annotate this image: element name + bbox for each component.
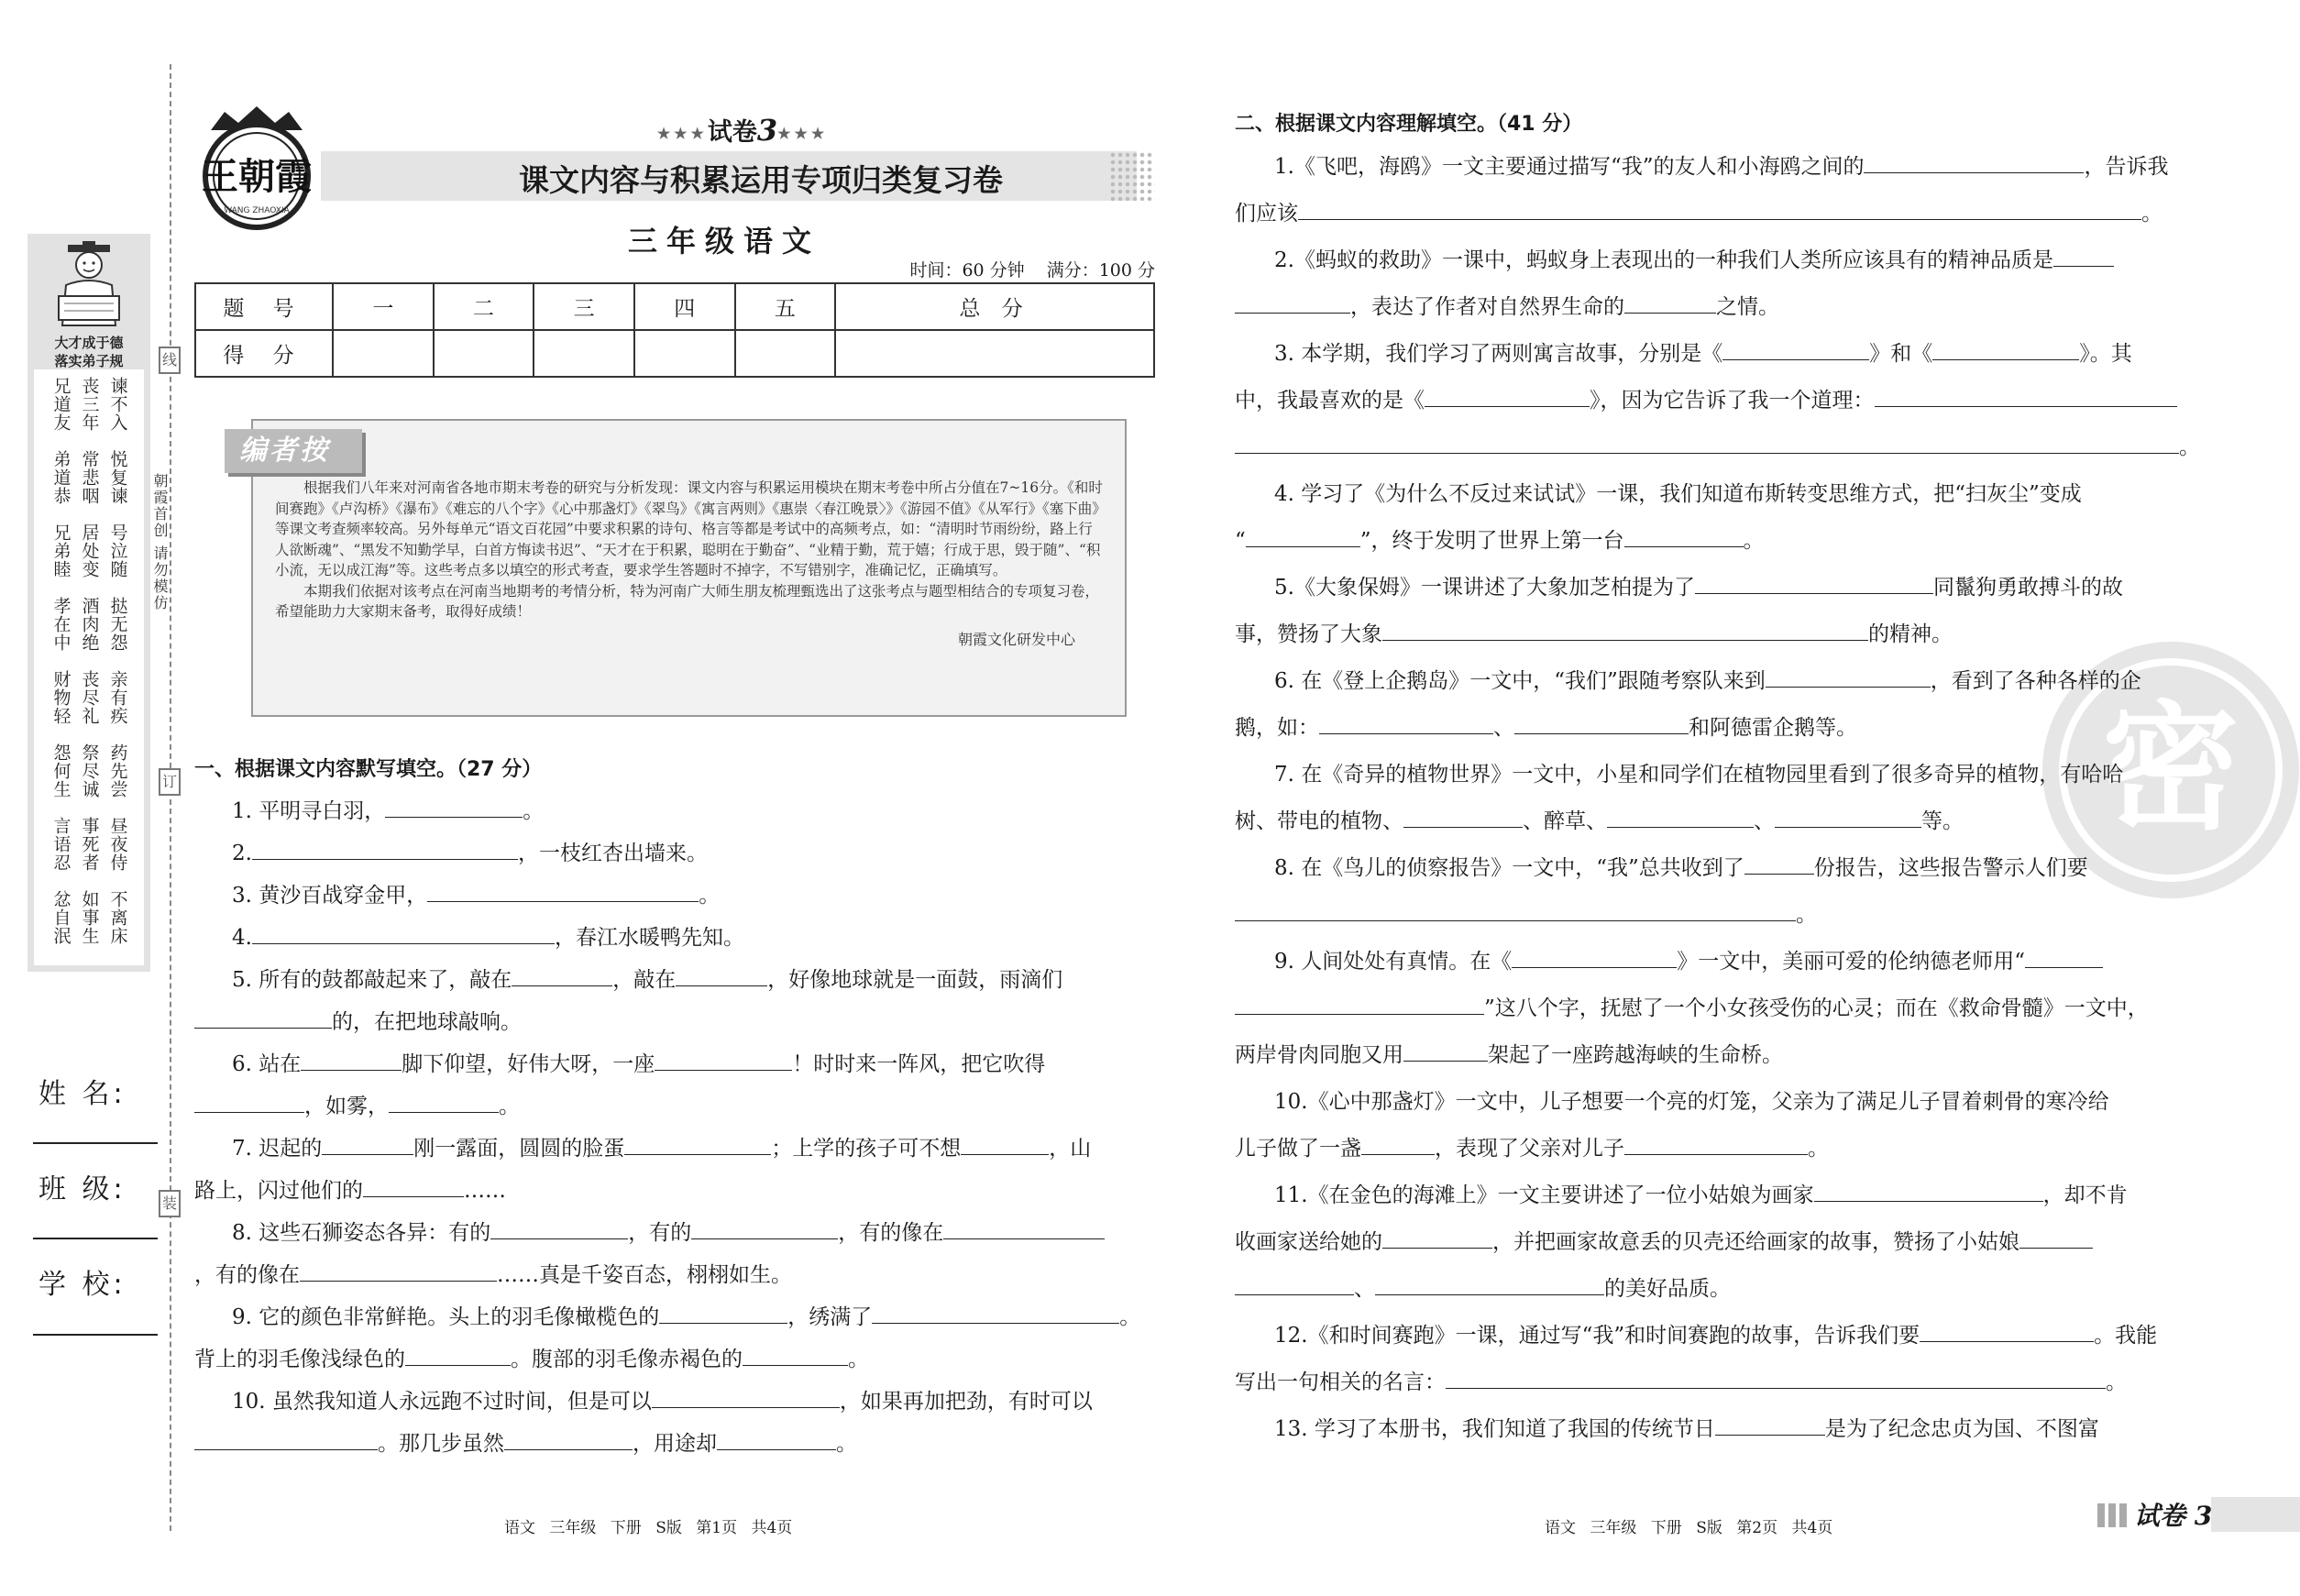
- section-title: 二、根据课文内容理解填空。（41 分）: [1235, 113, 1583, 136]
- answer-blank[interactable]: [1744, 854, 1814, 875]
- answer-blank[interactable]: [301, 1051, 402, 1071]
- question-line: 4. 学习了《为什么不反过来试试》一课，我们知道布斯转变思维方式，把“扫灰尘”变成: [1274, 482, 2082, 506]
- answer-blank[interactable]: [385, 798, 523, 818]
- verse-row: 忿自泯 如事生 不离床: [50, 890, 128, 945]
- verse-row: 兄道友 丧三年 谏不入: [50, 377, 128, 432]
- dizigui-verses: [34, 369, 144, 965]
- cut-note: 朝霞首创 请勿模仿: [151, 473, 169, 612]
- question-line: 11.《在金色的海滩上》一文主要讲述了一位小姑娘为画家 ，却不肯: [1274, 1183, 2128, 1207]
- answer-blank[interactable]: [1814, 1182, 2043, 1202]
- class-field[interactable]: [33, 1238, 158, 1239]
- answer-blank[interactable]: [300, 1261, 497, 1282]
- question-line: “ ”，终于发明了世界上第一台 。: [1235, 529, 1765, 553]
- verse-row: 言语忍 事死者 昼夜侍: [50, 817, 128, 872]
- verse-row: 兄弟睦 居处变 号泣随: [50, 523, 128, 578]
- answer-blank[interactable]: [363, 1177, 464, 1197]
- answer-blank[interactable]: [1624, 1135, 1808, 1155]
- wangzhaoxia-logo: [193, 103, 321, 236]
- answer-blank[interactable]: [943, 1219, 1105, 1239]
- answer-blank[interactable]: [624, 1135, 771, 1155]
- answer-blank[interactable]: [1624, 527, 1744, 547]
- corner-bar: [2211, 1497, 2300, 1532]
- cut-mark: 订: [159, 768, 181, 796]
- class-label: 班 级:: [39, 1173, 127, 1205]
- question-line: 7. 在《奇异的植物世界》一文中，小星和同学们在植物园里看到了很多奇异的植物，有哈哈: [1274, 763, 2124, 787]
- scholar-mascot-icon: [55, 241, 123, 333]
- answer-blank[interactable]: [2019, 1228, 2093, 1249]
- answer-blank[interactable]: [1235, 995, 1484, 1015]
- question-line: 儿子做了一盏 ，表现了父亲对儿子 。: [1235, 1137, 1829, 1161]
- question-line: 。那几步虽然 ，用途却 。: [194, 1430, 857, 1458]
- answer-blank[interactable]: [1235, 434, 2179, 454]
- answer-blank[interactable]: [1235, 901, 1796, 921]
- answer-blank[interactable]: [1403, 1041, 1488, 1062]
- answer-blank[interactable]: [676, 966, 767, 986]
- answer-blank[interactable]: [194, 1430, 378, 1450]
- answer-blank[interactable]: [1864, 153, 2084, 173]
- paper-number: ★★★试卷3★★★: [656, 113, 829, 148]
- answer-blank[interactable]: [743, 1346, 848, 1366]
- answer-blank[interactable]: [1403, 808, 1523, 828]
- score-table: [194, 282, 1155, 378]
- question-line: 5.《大象保姆》一课讲述了大象加芝柏提为了 同鬣狗勇敢搏斗的故: [1274, 576, 2123, 600]
- question-line: 收画家送给她的 ，并把画家故意丢的贝壳还给画家的故事，赞扬了小姑娘: [1235, 1228, 2093, 1256]
- answer-blank[interactable]: [1715, 1415, 1825, 1436]
- slogan-line-1: 大才成于德: [54, 335, 124, 351]
- cut-mark: 线: [159, 347, 181, 374]
- question-line: 1. 平明寻白羽， 。: [232, 799, 545, 823]
- answer-blank[interactable]: [1361, 1135, 1435, 1155]
- editor-note-signature: 朝霞文化研发中心: [957, 630, 1075, 648]
- section-title: 一、根据课文内容默写填空。（27 分）: [194, 758, 543, 781]
- question-line: 写出一句相关的名言： 。: [1235, 1370, 2127, 1394]
- question-line: ，有的像在 ……真是千姿百态，栩栩如生。: [194, 1263, 792, 1287]
- answer-blank[interactable]: [1382, 621, 1868, 641]
- editor-note-badge: 编者按: [225, 429, 362, 473]
- question-line: 背上的羽毛像浅绿色的 。腹部的羽毛像赤褐色的 。: [194, 1348, 869, 1371]
- answer-blank[interactable]: [1766, 667, 1931, 688]
- answer-blank[interactable]: [1319, 714, 1493, 734]
- answer-blank[interactable]: [504, 1430, 633, 1450]
- answer-blank[interactable]: [652, 1388, 840, 1408]
- question-line: 2.《蚂蚁的救助》一课中，蚂蚁身上表现出的一种我们人类所应该具有的精神品质是: [1274, 247, 2114, 274]
- answer-blank[interactable]: [427, 882, 699, 902]
- subject-title: 三年级语文: [627, 224, 820, 259]
- editor-note-para: 根据我们八年来对河南省各地市期末考卷的研究与分析发现：课文内容与积累运用模块在期末考卷中所占分值在7~16分。《和时间赛跑》《卢沟桥》《瀑布》《难忘的八个字》《心中那盏灯》《翠鸟》《寓言两则》《惠崇〈春江晚景〉》《游园不值》《从军行》《塞下曲》等课文考查频率较高。另外每单元“语文百花园”中要求积累的诗句、格言等都是考试中的高频考点，如：“清明时节雨纷纷，路上行人欲断魂”、“黑发不知勤学早，白首方悔读书迟”、“天才在于积累，聪明在于勤奋”、“业精于勤，荒于嬉；行成于思，毁于随”、“积小流，无以成江海”等。这些考点多以填空的形式考查，要求学生答题时不掉字，不写错别字，准确记忆，正确填写。: [275, 479, 1103, 578]
- question-line: 路上，闪过他们的 ……: [194, 1179, 506, 1203]
- svg-text:王朝霞: 王朝霞: [202, 155, 312, 198]
- question-line: ”这八个字，抚慰了一个小女孩受伤的心灵；而在《救命骨髓》一文中，: [1235, 995, 2149, 1022]
- answer-blank[interactable]: [252, 924, 555, 944]
- corner-paper-label: 试卷 3: [2134, 1501, 2213, 1531]
- answer-blank[interactable]: [1624, 293, 1716, 314]
- svg-text:WANG ZHAOXIA: WANG ZHAOXIA: [224, 206, 290, 215]
- question-line: 8. 在《鸟儿的侦察报告》一文中，“我”总共收到了 份报告，这些报告警示人们要: [1274, 856, 2088, 880]
- answer-blank[interactable]: [655, 1051, 792, 1071]
- question-line: 两岸骨肉同胞又用 架起了一座跨越海峡的生命桥。: [1235, 1043, 1783, 1067]
- answer-blank[interactable]: [2053, 247, 2114, 267]
- answer-blank[interactable]: [194, 1008, 332, 1029]
- question-line: 5. 所有的鼓都敲起来了，敲在 ，敲在 ，好像地球就是一面鼓，雨滴们: [232, 968, 1063, 992]
- answer-blank[interactable]: [1246, 527, 1360, 547]
- answer-blank[interactable]: [490, 1219, 628, 1239]
- answer-blank[interactable]: [691, 1219, 838, 1239]
- answer-blank[interactable]: [1512, 948, 1677, 968]
- answer-blank[interactable]: [1920, 1322, 2094, 1342]
- question-line: 树、带电的植物、 、醉草、 、 等。: [1235, 809, 1964, 833]
- svg-text:密: 密: [2101, 689, 2240, 849]
- score-cell[interactable]: [434, 330, 534, 377]
- name-field[interactable]: [33, 1142, 158, 1144]
- answer-blank[interactable]: [405, 1346, 511, 1366]
- cut-line: [170, 64, 171, 1531]
- question-line: 7. 迟起的 刚一露面，圆圆的脸蛋 ；上学的孩子可不想 ，山: [232, 1137, 1092, 1161]
- page-title: 课文内容与积累运用专项归类复习卷: [519, 162, 1003, 198]
- verse-row: 财物轻 丧尽礼 亲有疾: [50, 670, 128, 725]
- score-cell[interactable]: [333, 330, 434, 377]
- question-line: 3. 本学期，我们学习了两则寓言故事，分别是《 》和《 》。其: [1274, 342, 2132, 366]
- score-cell[interactable]: [735, 330, 836, 377]
- school-label: 学 校:: [39, 1269, 127, 1301]
- question-line: 12.《和时间赛跑》一课，通过写“我”和时间赛跑的故事，告诉我们要 。我能: [1274, 1324, 2158, 1348]
- question-line: 2. ，一枝红杏出墙来。: [232, 842, 708, 865]
- score-cell[interactable]: [634, 330, 735, 377]
- page-footer: 语文 三年级 下册 S版 第1页 共4页: [504, 1519, 793, 1537]
- question-line: 6. 在《登上企鹅岛》一文中，“我们”跟随考察队来到 ，看到了各种各样的企: [1274, 669, 2141, 693]
- verse-row: 弟道恭 常悲咽 悦复谏: [50, 450, 128, 505]
- question-line: 。: [1235, 434, 2200, 461]
- question-line: 中，我最喜欢的是《 》，因为它告诉了我一个道理：: [1235, 387, 2177, 414]
- question-line: 9. 它的颜色非常鲜艳。头上的羽毛像橄榄色的 ，绣满了 。: [232, 1305, 1141, 1329]
- table-row: 得 分: [195, 330, 1154, 377]
- answer-blank[interactable]: [252, 840, 518, 860]
- verse-row: 怨何生 祭尽诚 药先尝: [50, 743, 128, 798]
- answer-blank[interactable]: [1298, 200, 2141, 220]
- answer-blank[interactable]: [1446, 1369, 2106, 1389]
- answer-blank[interactable]: [1695, 574, 1933, 594]
- answer-blank[interactable]: [1235, 1275, 1354, 1295]
- answer-blank[interactable]: [1722, 340, 1869, 360]
- question-line: 10. 虽然我知道人永远跑不过时间，但是可以 ，如果再加把劲，有时可以: [232, 1390, 1093, 1414]
- question-line: 3. 黄沙百战穿金甲， 。: [232, 884, 721, 908]
- answer-blank[interactable]: [872, 1304, 1119, 1324]
- answer-blank[interactable]: [1875, 387, 2177, 407]
- question-line: ，表达了作者对自然界生命的 之情。: [1235, 293, 1779, 321]
- answer-blank[interactable]: [1775, 808, 1921, 828]
- exam-info: 时间：60 分钟 满分：100 分: [909, 260, 1155, 281]
- verse-row: 孝在中 酒肉绝 挞无怨: [50, 597, 128, 652]
- question-line: 1.《飞吧，海鸥》一文主要通过描写“我”的友人和小海鸥之间的 ，告诉我: [1274, 155, 2169, 179]
- answer-blank[interactable]: [1932, 340, 2079, 360]
- table-row: 题 号 一 二 三 四 五 总 分: [195, 283, 1154, 330]
- corner-pattern: [2097, 1503, 2129, 1527]
- answer-blank[interactable]: [194, 1093, 304, 1113]
- question-line: 。: [1235, 901, 1817, 929]
- answer-blank[interactable]: [659, 1304, 787, 1324]
- question-line: 13. 学习了本册书，我们知道了我国的传统节日 是为了纪念忠贞为国、不图富: [1274, 1417, 2099, 1441]
- question-line: 的，在把地球敲响。: [194, 1008, 522, 1036]
- school-field[interactable]: [33, 1334, 158, 1336]
- question-line: 6. 站在 脚下仰望，好伟大呀，一座 ！时时来一阵风，把它吹得: [232, 1052, 1046, 1076]
- answer-blank[interactable]: [717, 1430, 836, 1450]
- question-line: 们应该 。: [1235, 202, 2162, 226]
- answer-blank[interactable]: [1235, 293, 1350, 314]
- answer-blank[interactable]: [961, 1135, 1049, 1155]
- binding-strip: [28, 234, 150, 972]
- question-line: 9. 人间处处有真情。在《 》一文中，美丽可爱的伦纳德老师用“: [1274, 948, 2103, 975]
- name-label: 姓 名:: [39, 1078, 127, 1110]
- cut-mark: 装: [159, 1190, 181, 1217]
- answer-blank[interactable]: [322, 1135, 413, 1155]
- answer-blank[interactable]: [1375, 1275, 1604, 1295]
- answer-blank[interactable]: [1607, 808, 1754, 828]
- answer-blank[interactable]: [512, 966, 612, 986]
- editor-note: [251, 419, 1127, 717]
- question-line: 鹅，如： 、 和阿德雷企鹅等。: [1235, 716, 1857, 740]
- answer-blank[interactable]: [1382, 1228, 1492, 1249]
- page-footer: 语文 三年级 下册 S版 第2页 共4页: [1545, 1519, 1833, 1537]
- question-line: 10.《心中那盏灯》一文中，儿子想要一个亮的灯笼，父亲为了满足儿子冒着刺骨的寒冷给: [1274, 1090, 2109, 1114]
- question-line: 8. 这些石狮姿态各异：有的 ，有的 ，有的像在: [232, 1219, 1105, 1247]
- question-line: ，如雾， 。: [194, 1093, 520, 1120]
- answer-blank[interactable]: [1514, 714, 1689, 734]
- question-line: 、 的美好品质。: [1235, 1275, 1731, 1303]
- question-line: 4. ，春江水暖鸭先知。: [232, 926, 744, 950]
- slogan-line-2: 落实弟子规: [54, 353, 124, 369]
- answer-blank[interactable]: [389, 1093, 499, 1113]
- score-cell[interactable]: [835, 330, 1154, 377]
- answer-blank[interactable]: [1425, 387, 1590, 407]
- score-cell[interactable]: [534, 330, 634, 377]
- editor-note-para: 本期我们依据对该考点在河南当地期考的考情分析，特为河南广大师生朋友梳理甄选出了这张考点与题型相结合的专项复习卷，希望能助力大家期末备考，取得好成绩！: [275, 582, 1100, 620]
- question-line: 事，赞扬了大象 的精神。: [1235, 622, 1953, 646]
- answer-blank[interactable]: [2025, 948, 2103, 968]
